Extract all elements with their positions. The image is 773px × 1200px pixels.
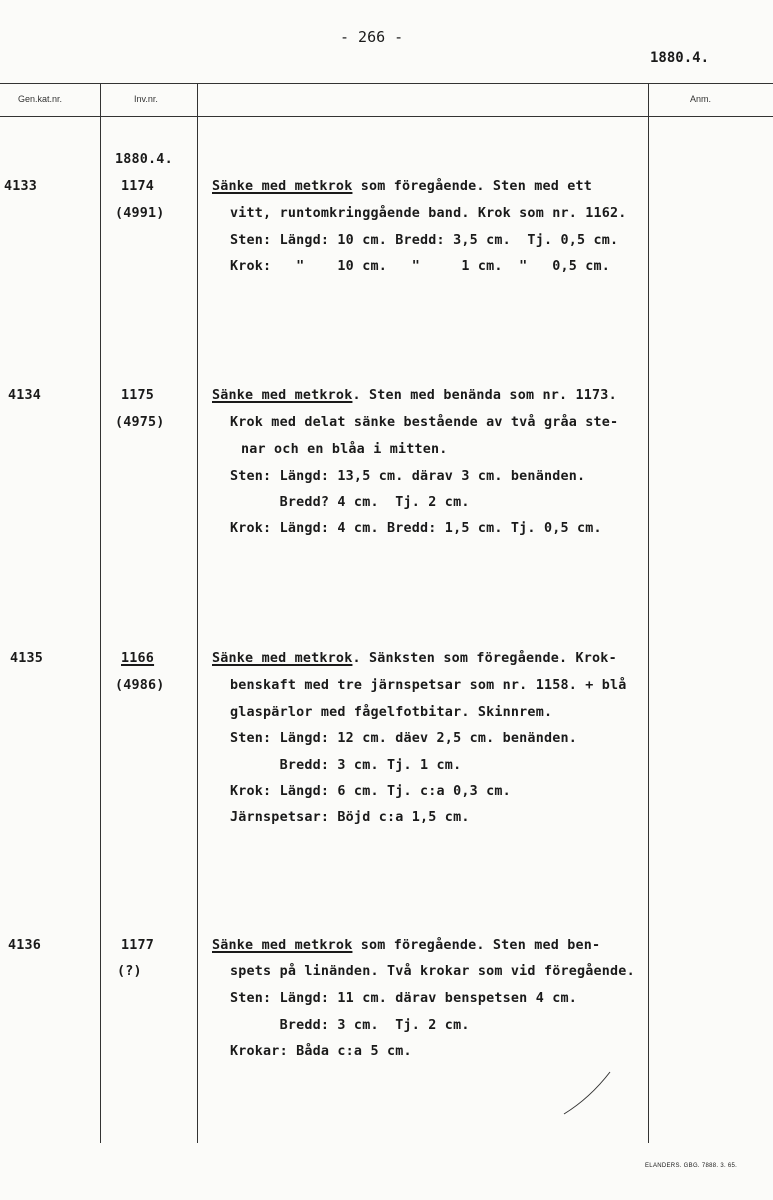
entry-title: Sänke med metkrok bbox=[212, 938, 353, 953]
gen-number: 4135 bbox=[10, 651, 44, 666]
inventory-number: 1177 bbox=[121, 938, 155, 953]
inventory-number bbox=[121, 651, 154, 666]
column-divider-gen bbox=[100, 83, 101, 1143]
entry-line: Sten: Längd: 11 cm. därav benspetsen 4 cm. bbox=[230, 991, 577, 1006]
entry-line: benskaft med tre järnspetsar som nr. 1158. + blå bbox=[230, 678, 627, 693]
header-bottom-rule bbox=[0, 116, 773, 117]
page-number: - 266 - bbox=[340, 28, 404, 46]
column-divider-anm bbox=[648, 83, 649, 1143]
entry-title: Sänke med metkrok bbox=[212, 388, 353, 403]
entry-title: Sänke med metkrok bbox=[212, 179, 353, 194]
entry-line: spets på linänden. Två krokar som vid föregående. bbox=[230, 964, 635, 979]
entry-line: vitt, runtomkringgående band. Krok som nr. 1162. bbox=[230, 206, 627, 221]
entry-line: Krok: Längd: 4 cm. Bredd: 1,5 cm. Tj. 0,5 cm. bbox=[230, 521, 602, 536]
inventory-number: 1174 bbox=[121, 179, 155, 194]
entry-title-line bbox=[212, 651, 617, 666]
inventory-number: 1175 bbox=[121, 388, 155, 403]
entry-title-rest: . Sänksten som föregående. Krok- bbox=[352, 651, 617, 666]
entry-line: Järnspetsar: Böjd c:a 1,5 cm. bbox=[230, 810, 470, 825]
entry-line: Bredd: 3 cm. Tj. 1 cm. bbox=[230, 758, 462, 773]
entry-line: Krok: " 10 cm. " 1 cm. " 0,5 cm. bbox=[230, 259, 611, 274]
alt-number: (4991) bbox=[115, 206, 165, 221]
entry-line: glaspärlor med fågelfotbitar. Skinnrem. bbox=[230, 705, 553, 720]
entry-line: Sten: Längd: 12 cm. däev 2,5 cm. benänden. bbox=[230, 731, 577, 746]
entry-line: Krok med delat sänke bestående av två gråa ste- bbox=[230, 415, 619, 430]
entry-line: Bredd? 4 cm. Tj. 2 cm. bbox=[230, 495, 470, 510]
year-reference: 1880.4. bbox=[650, 50, 710, 66]
alt-number: (?) bbox=[117, 964, 142, 979]
alt-number: (4975) bbox=[115, 415, 165, 430]
gen-number: 4134 bbox=[8, 388, 42, 403]
entry-title-rest: som föregående. Sten med ett bbox=[352, 179, 593, 194]
entry-title-line bbox=[212, 938, 600, 953]
entry-title-line bbox=[212, 179, 592, 194]
entry-line: Krokar: Båda c:a 5 cm. bbox=[230, 1044, 412, 1059]
column-divider-inv bbox=[197, 83, 198, 1143]
column-header-anm: Anm. bbox=[690, 94, 712, 104]
entry-title-line bbox=[212, 388, 617, 403]
entry-line: nar och en blåa i mitten. bbox=[241, 442, 448, 457]
entry-line: Sten: Längd: 13,5 cm. därav 3 cm. benänden. bbox=[230, 469, 586, 484]
entry-line: Bredd: 3 cm. Tj. 2 cm. bbox=[230, 1018, 470, 1033]
inventory-number-text: 1166 bbox=[121, 651, 155, 666]
entry-line: Sten: Längd: 10 cm. Bredd: 3,5 cm. Tj. 0,5 cm. bbox=[230, 233, 619, 248]
column-header-inv: Inv.nr. bbox=[134, 94, 158, 104]
entry-title-rest: . Sten med benända som nr. 1173. bbox=[352, 388, 617, 403]
column-header-gen: Gen.kat.nr. bbox=[18, 94, 63, 104]
entry-title-rest: som föregående. Sten med ben- bbox=[352, 938, 601, 953]
alt-number: (4986) bbox=[115, 678, 165, 693]
inventory-year: 1880.4. bbox=[115, 152, 173, 167]
entry-line: Krok: Längd: 6 cm. Tj. c:a 0,3 cm. bbox=[230, 784, 511, 799]
gen-number: 4136 bbox=[8, 938, 42, 953]
printer-imprint: ELANDERS. GBG. 7888. 3. 65. bbox=[645, 1163, 738, 1169]
pen-stroke bbox=[560, 1068, 620, 1118]
entry-title: Sänke med metkrok bbox=[212, 651, 353, 666]
header-top-rule bbox=[0, 83, 773, 84]
gen-number: 4133 bbox=[4, 179, 38, 194]
